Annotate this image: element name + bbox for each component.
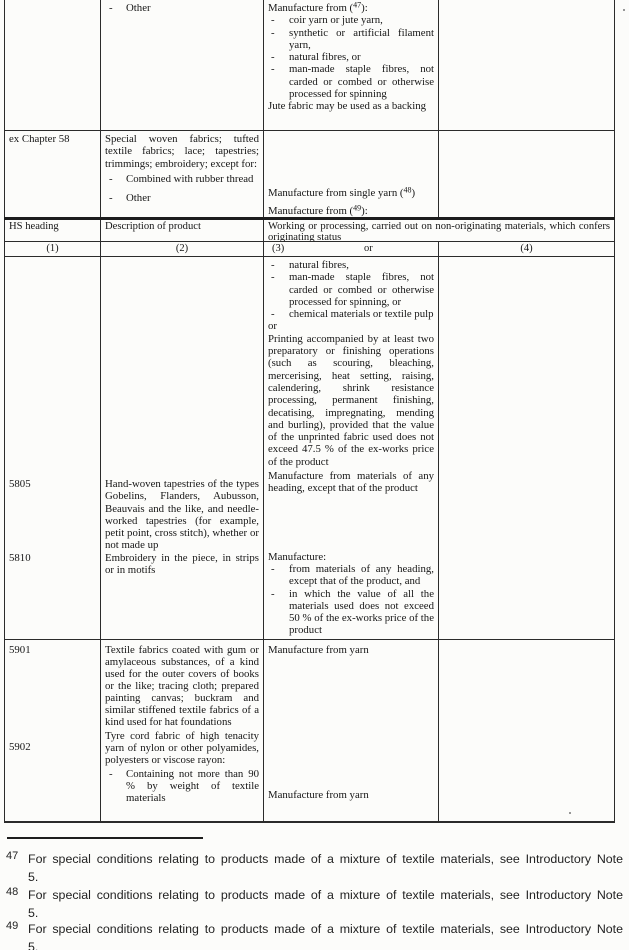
colnum-cell-3-or [264, 242, 439, 256]
rules-of-origin-table [4, 0, 615, 823]
cell-hs-codes [4, 640, 101, 821]
hs-code-5901: 5901 [9, 644, 31, 656]
scan-speck [623, 9, 625, 11]
cell-hs-codes [4, 257, 101, 639]
cell-rule-ex58 [264, 131, 439, 217]
footnote-48 [6, 887, 623, 922]
rule-tail: Jute fabric may be used as a backing [268, 100, 426, 113]
cell-hs-empty [4, 0, 101, 130]
list-item [268, 271, 434, 308]
hs-code-5805: 5805 [9, 478, 31, 490]
cell-hs-ex58 [4, 131, 101, 217]
bullet-text: Combined with rubber thread [126, 172, 254, 185]
dash-bullet: - [109, 172, 113, 185]
bullet-text: chemical materials or textile pulp [289, 308, 434, 321]
bullet-text: Containing not more than 90 % by weight of textile materials [126, 768, 259, 804]
column-number-row [4, 242, 615, 257]
list-item [268, 14, 434, 26]
footnote-number: 48 [6, 886, 19, 898]
footnote-ref-49: 49 [353, 203, 362, 213]
colnum-cell-1 [4, 242, 101, 256]
list-item [105, 2, 259, 14]
bullet-text: synthetic or artificial filament yarn, [289, 26, 434, 51]
dash-bullet: - [271, 271, 275, 284]
footnote-ref-47: 47 [353, 0, 362, 10]
header-cell-working-processing [264, 220, 615, 241]
rule-5901: Manufacture from yarn [268, 644, 369, 656]
cell-rules [264, 257, 439, 639]
cell-rule-manufacture-47 [264, 0, 439, 130]
cell-description-ex58 [101, 131, 264, 217]
footnote-ref-48: 48 [403, 185, 412, 195]
table-row-continuation-other [4, 0, 615, 131]
table-row-5805-5810 [4, 257, 615, 640]
colnum-label: (4) [520, 243, 533, 254]
dash-bullet: - [271, 14, 275, 27]
cell-col4-empty [439, 257, 615, 639]
colnum-cell-4 [439, 242, 615, 256]
footnote-text-wrap: 5. [28, 905, 39, 920]
list-item [268, 27, 434, 52]
list-item [268, 563, 434, 588]
footnote-number: 47 [6, 850, 19, 862]
cell-descriptions [101, 640, 264, 821]
footnote-47 [6, 851, 623, 886]
colnum-label: (3) [272, 243, 285, 254]
rule-5805: Manufacture from materials of any heading, except that of the product [268, 470, 434, 495]
hs-code-5902: 5902 [9, 741, 31, 753]
footnote-text: For special conditions relating to products made of a mixture of textile materials, see Introductory Note [28, 852, 623, 866]
header-label: HS heading [9, 221, 59, 232]
bullet-text: man-made staple fibres, not carded or combed or otherwise processed for spinning [289, 63, 434, 101]
rule-5810-intro: Manufacture: [268, 550, 327, 563]
list-item [105, 768, 259, 804]
dash-bullet: - [271, 63, 275, 76]
footnote-number: 49 [6, 920, 19, 932]
colnum-cell-2 [101, 242, 264, 256]
dash-bullet: - [109, 2, 113, 14]
list-item [105, 192, 259, 204]
footnote-text-wrap: 5. [28, 869, 39, 884]
bullet-text: Other [126, 192, 151, 205]
cell-descriptions [101, 257, 264, 639]
header-cell-description [101, 220, 264, 241]
or-connector: or [268, 320, 277, 333]
hs-code: ex Chapter 58 [9, 133, 70, 145]
bullet-text: man-made staple fibres, not carded or combed or otherwise processed for spinning, or [289, 271, 434, 308]
list-item [268, 588, 434, 637]
hs-code-5810: 5810 [9, 552, 31, 564]
footnote-text: For special conditions relating to products made of a mixture of textile materials, see Introductory Note [28, 922, 623, 936]
description-5810: Embroidery in the piece, in strips or in motifs [105, 552, 259, 577]
footnote-body [28, 921, 623, 950]
bullet-text: natural fibres, [289, 259, 349, 271]
dash-bullet: - [271, 587, 275, 600]
table-header-row [4, 220, 615, 242]
list-item [268, 308, 434, 320]
rule-line-2: Manufacture from ($^{49}$): [268, 203, 368, 217]
rule-intro: Manufacture from ($^{47}$): [268, 0, 368, 14]
rule-5902: Manufacture from yarn [268, 789, 369, 801]
footnote-49 [6, 921, 623, 950]
list-item [268, 51, 434, 63]
bullet-text: Other [126, 2, 151, 14]
table-row-ex-chapter-58 [4, 131, 615, 220]
dash-bullet: - [109, 768, 113, 780]
dash-bullet: - [109, 192, 113, 205]
description-5805: Hand-woven tapestries of the types Gobelins, Flanders, Aubusson, Beauvais and the like, and needle-worked tapestries (for example, petit point, cross stitch), whether or not made up [105, 478, 259, 552]
rule-line-1: Manufacture from single yarn ($^{48}$) [268, 185, 416, 199]
header-cell-hs-heading [4, 220, 101, 241]
footnote-body [28, 887, 623, 922]
list-item [105, 173, 259, 185]
bullet-text: natural fibres, or [289, 51, 361, 64]
header-label: Working or processing, carried out on non-originating materials, which confers originating status [268, 221, 610, 241]
printing-rule-paragraph: Printing accompanied by at least two preparatory or finishing operations (such as scouring, bleaching, mercerising, heat setting, raising, calendering, shrink resistance processing, permanent finishing, decatising, impregnating, mending and burling), provided that the value of the unprinted fabric used does not exceed 47.5 % of the ex-works price of the product [268, 332, 434, 468]
dash-bullet: - [271, 308, 275, 321]
colnum-label: (1) [46, 243, 59, 254]
cell-col4-empty [439, 131, 615, 217]
colnum-label: (2) [175, 243, 189, 254]
table-row-5901-5902 [4, 640, 615, 823]
cell-rules [264, 640, 439, 821]
dash-bullet: - [271, 562, 275, 575]
dash-bullet: - [271, 259, 275, 271]
list-item [268, 63, 434, 100]
dash-bullet: - [271, 26, 275, 39]
cell-description-other [101, 0, 264, 130]
dash-bullet: - [271, 51, 275, 64]
footnote-text-wrap: 5. [28, 939, 39, 950]
bullet-text: in which the value of all the materials used does not exceed 50 % of the ex-works price of the product [289, 587, 434, 637]
description-5902: Tyre cord fabric of high tenacity yarn of nylon or other polyamides, polyesters or viscose rayon: [105, 730, 259, 766]
footnote-text: For special conditions relating to products made of a mixture of textile materials, see Introductory Note [28, 888, 623, 902]
cell-col4-empty [439, 0, 615, 130]
header-label: Description of product [105, 221, 201, 232]
footnote-separator-rule [7, 837, 203, 839]
description-text: Special woven fabrics; tufted textile fabrics; lace; tapestries; trimmings; embroidery; except for: [105, 133, 259, 170]
list-item [268, 259, 434, 271]
or-label: or [364, 243, 373, 254]
description-5901: Textile fabrics coated with gum or amylaceous substances, of a kind used for the outer covers of books or the like; tracing cloth; prepared painting canvas; buckram and similar stiffened textile fabrics of a kind used for hat foundations [105, 644, 259, 728]
cell-col4-empty [439, 640, 615, 821]
bullet-text: from materials of any heading, except that of the product, and [289, 562, 434, 588]
scan-speck [569, 812, 571, 814]
bullet-text: coir yarn or jute yarn, [289, 14, 383, 27]
footnote-body [28, 851, 623, 886]
